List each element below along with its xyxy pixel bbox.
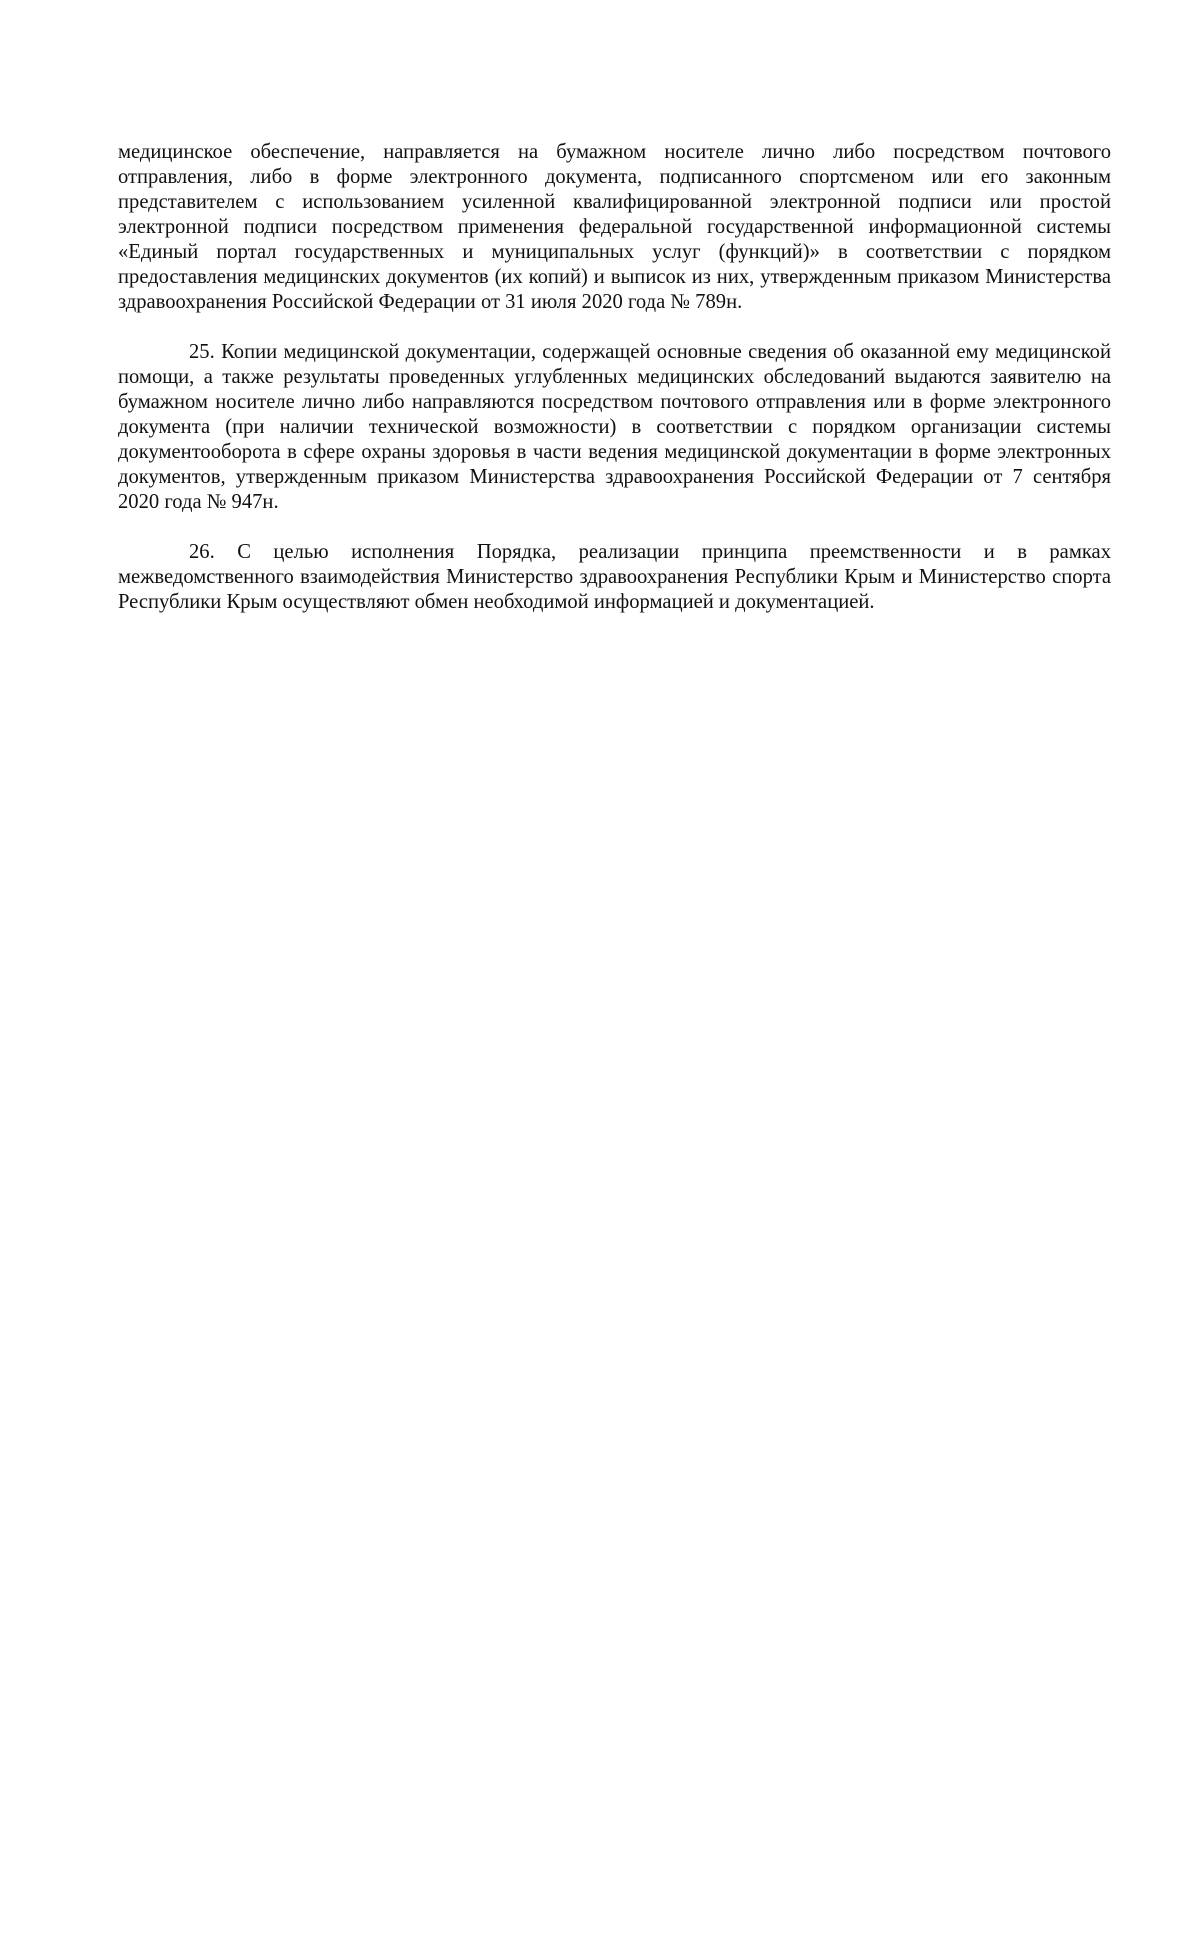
paragraph-continued: медицинское обеспечение, направляется на бумажном носителе лично либо посредством почтового отправления, либо в форме электронного документа, подписанного спортсменом или его законным представителем с использованием усиленной квалифицированной электронной подписи или простой электронной подписи посредством применения федеральной государственной информационной системы «Единый портал государственных и муниципальных услуг (функций)» в соответствии с порядком предоставления медицинских документов (их копий) и выписок из них, утвержденным приказом Министерства здравоохранения Российской Федерации от 31 июля 2020 года № 789н. [118,141,1111,313]
paragraph-25: 25. Копии медицинской документации, содержащей основные сведения об оказанной ему медицинской помощи, а также результаты проведенных углубленных медицинских обследований выдаются заявителю на бумажном носителе лично либо направляются посредством почтового отправления или в форме электронного документа (при наличии технической возможности) в соответствии с порядком организации системы документооборота в сфере охраны здоровья в части ведения медицинской документации в форме электронных документов, утвержденным приказом Министерства здравоохранения Российской Федерации от 7 сентября 2020 года № 947н. [118,341,1111,513]
document-body [118,140,1111,615]
paragraph-26: 26. С целью исполнения Порядка, реализации принципа преемственности и в рамках межведомственного взаимодействия Министерство здравоохранения Республики Крым и Министерство спорта Республики Крым осуществляют обмен необходимой информацией и документацией. [118,541,1111,613]
